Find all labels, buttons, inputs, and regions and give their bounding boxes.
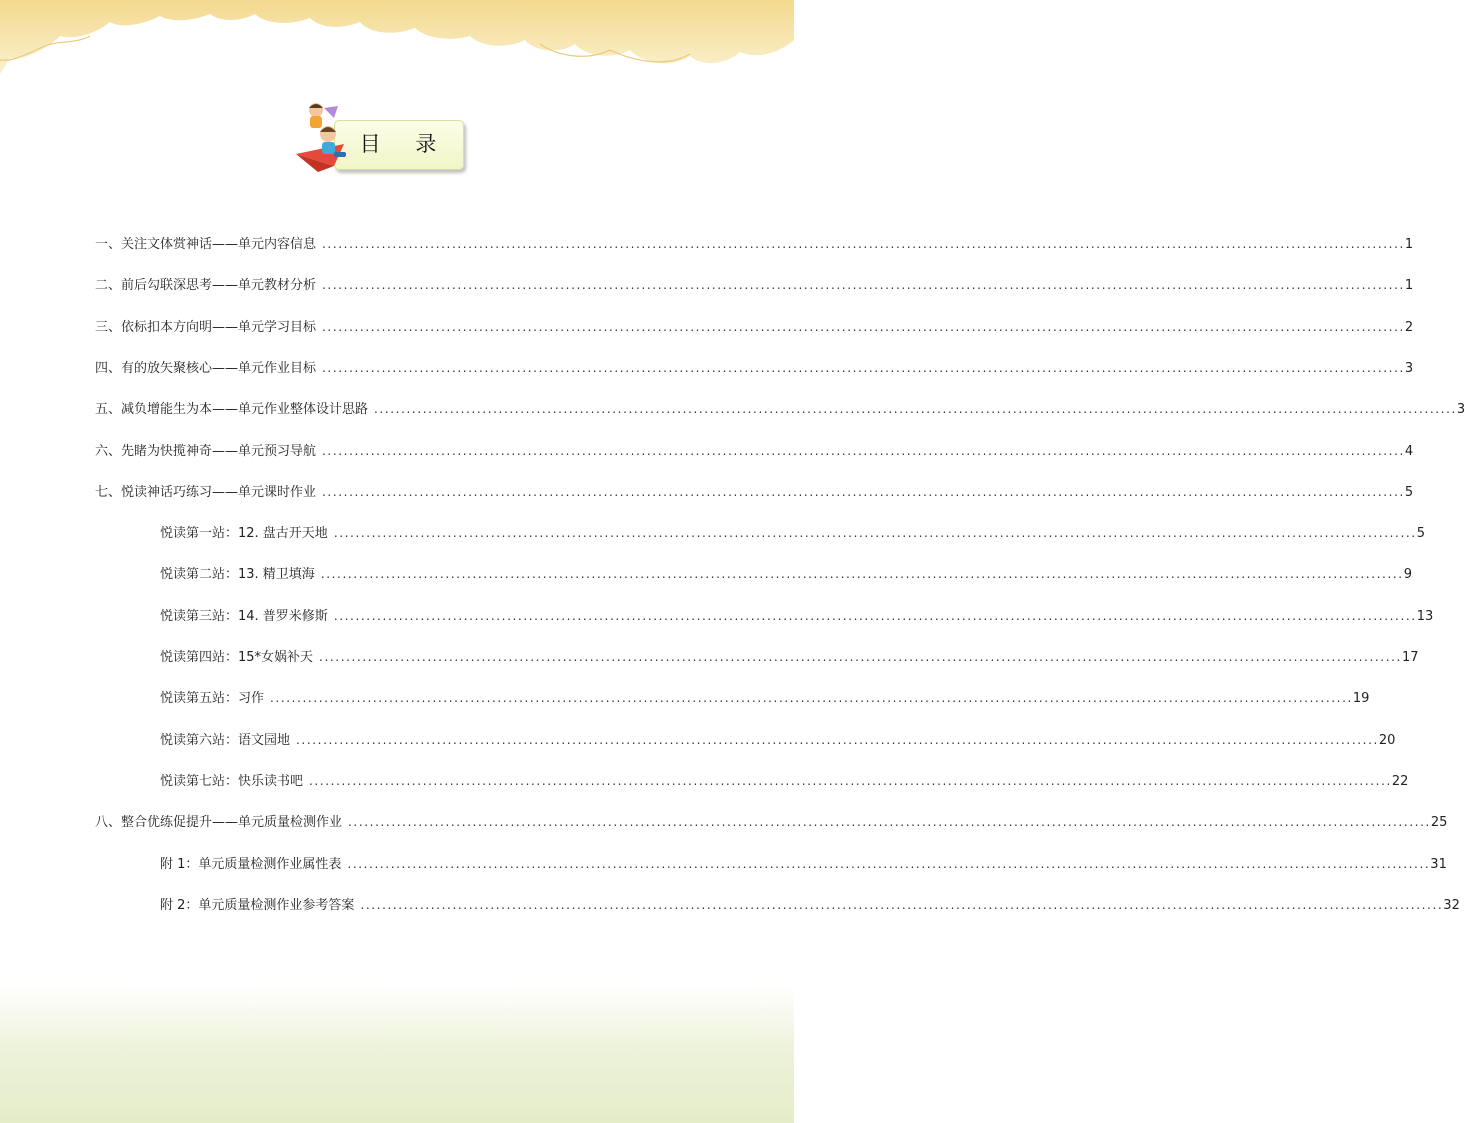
toc-leader-dots: ........................................................................................................................................................................................................	[374, 402, 1457, 416]
toc-entry[interactable]	[160, 853, 1447, 875]
toc-entry[interactable]	[160, 522, 1425, 544]
toc-entry[interactable]	[95, 316, 1414, 338]
toc-entry-label: 悦读第五站：习作	[160, 691, 265, 706]
toc-entry-label: 悦读第二站：13. 精卫填海	[160, 567, 315, 582]
toc-leader-dots: ........................................................................................................................................................................................................	[322, 320, 1405, 334]
toc-entry[interactable]	[160, 729, 1396, 751]
toc-leader-dots: ........................................................................................................................................................................................................	[319, 650, 1402, 664]
toc-entry-page: 3	[1404, 361, 1414, 376]
toc-leader-dots: ........................................................................................................................................................................................................	[270, 691, 1353, 705]
toc-leader-dots: ........................................................................................................................................................................................................	[348, 815, 1431, 829]
toc-entry-page: 5	[1416, 526, 1425, 541]
toc-entry-page: 20	[1378, 733, 1396, 748]
toc-entry[interactable]	[160, 770, 1409, 792]
toc-entry[interactable]	[160, 563, 1412, 585]
toc-entry-page: 25	[1430, 815, 1448, 830]
toc-title-block	[294, 100, 470, 176]
toc-entry-label: 附 2：单元质量检测作业参考答案	[160, 898, 355, 913]
toc-entry-page: 19	[1352, 691, 1370, 706]
page-title: 目 录	[359, 132, 451, 156]
toc-entry[interactable]	[95, 440, 1414, 462]
toc-leader-dots: ........................................................................................................................................................................................................	[333, 526, 1417, 540]
toc-entry[interactable]	[95, 233, 1414, 255]
toc-entry-page: 9	[1403, 567, 1412, 582]
toc-leader-dots: ........................................................................................................................................................................................................	[322, 361, 1405, 375]
toc-entry-label: 附 1：单元质量检测作业属性表	[160, 857, 342, 872]
toc-entry[interactable]	[160, 605, 1434, 627]
toc-leader-dots: ........................................................................................................................................................................................................	[322, 278, 1405, 292]
toc-entry-page: 2	[1404, 320, 1414, 335]
toc-entry-page: 4	[1404, 444, 1414, 459]
toc-leader-dots: ........................................................................................................................................................................................................	[320, 567, 1404, 581]
toc-entry[interactable]	[95, 811, 1448, 833]
toc-entry-page: 1	[1404, 278, 1414, 293]
toc-entry-page: 22	[1391, 774, 1409, 789]
toc-leader-dots: ........................................................................................................................................................................................................	[322, 444, 1405, 458]
toc-entry-label: 七、悦读神话巧练习——单元课时作业	[95, 485, 317, 500]
toc-entry-page: 5	[1404, 485, 1414, 500]
toc-entry[interactable]	[160, 687, 1370, 709]
toc-leader-dots: ........................................................................................................................................................................................................	[360, 898, 1444, 912]
toc-entry-label: 八、整合优练促提升——单元质量检测作业	[95, 815, 343, 830]
toc-leader-dots: ........................................................................................................................................................................................................	[333, 609, 1417, 623]
toc-entry[interactable]	[95, 274, 1414, 296]
toc-entry-label: 悦读第七站：快乐读书吧	[160, 774, 304, 789]
cloud-banner	[0, 0, 794, 80]
toc-entry-label: 悦读第六站：语文园地	[160, 733, 291, 748]
children-paper-plane-icon	[294, 100, 354, 176]
toc-leader-dots: ........................................................................................................................................................................................................	[309, 774, 1392, 788]
toc-entry-label: 一、关注文体赏神话——单元内容信息	[95, 237, 317, 252]
toc-entry[interactable]	[160, 646, 1419, 668]
toc-entry-label: 六、先睹为快揽神奇——单元预习导航	[95, 444, 317, 459]
toc-leader-dots: ........................................................................................................................................................................................................	[322, 237, 1405, 251]
toc-entry-page: 32	[1443, 898, 1460, 913]
toc-entry-page: 31	[1430, 857, 1447, 872]
toc-entry-page: 17	[1401, 650, 1419, 665]
toc-entry[interactable]	[95, 481, 1414, 503]
toc-entry-page: 1	[1404, 237, 1414, 252]
toc-entry[interactable]	[95, 357, 1414, 379]
toc-leader-dots: ........................................................................................................................................................................................................	[322, 485, 1405, 499]
toc-entry-page: 13	[1416, 609, 1434, 624]
toc-leader-dots: ........................................................................................................................................................................................................	[347, 857, 1431, 871]
toc-entry-label: 悦读第四站：15*女娲补天	[160, 650, 314, 665]
toc-entry-page: 3	[1456, 402, 1465, 417]
toc-entry-label: 悦读第一站：12. 盘古开天地	[160, 526, 328, 541]
toc-entry-label: 二、前后勾联深思考——单元教材分析	[95, 278, 317, 293]
toc-entry-label: 五、减负增能生为本——单元作业整体设计思路	[95, 402, 369, 417]
toc-entry-label: 三、依标扣本方向明——单元学习目标	[95, 320, 317, 335]
toc-leader-dots: ........................................................................................................................................................................................................	[296, 733, 1379, 747]
bottom-band	[0, 985, 794, 1123]
toc-entry[interactable]	[95, 398, 1465, 420]
toc-entry-label: 四、有的放矢聚核心——单元作业目标	[95, 361, 317, 376]
toc-entry-label: 悦读第三站：14. 普罗米修斯	[160, 609, 328, 624]
toc-entry[interactable]	[160, 894, 1460, 916]
